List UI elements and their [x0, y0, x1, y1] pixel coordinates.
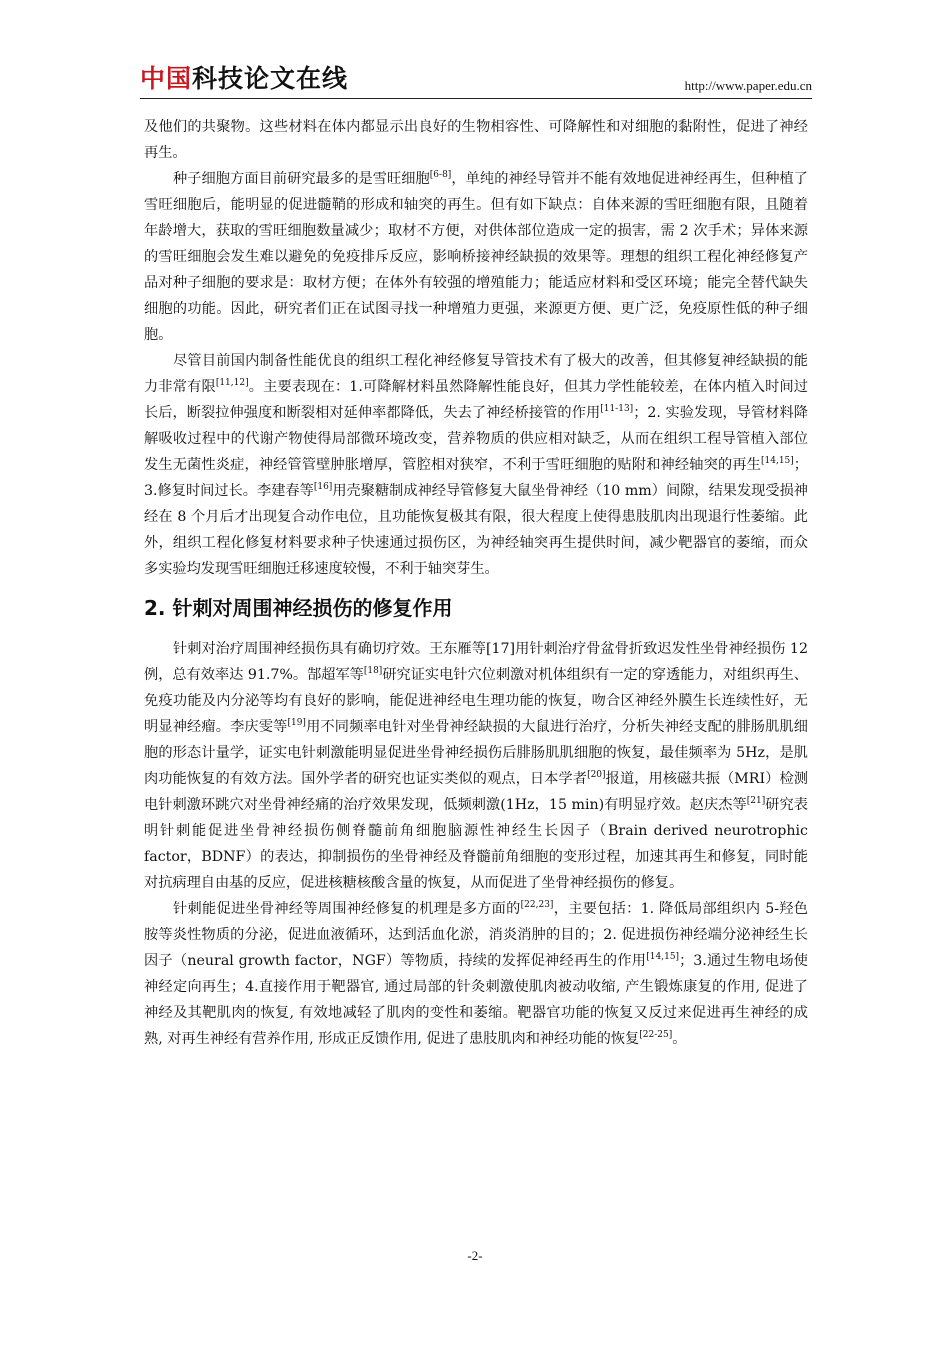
page-header	[140, 62, 812, 98]
text: 。	[672, 1031, 687, 1047]
site-logo	[140, 64, 348, 94]
paragraph-3	[144, 348, 808, 582]
text: 用不同频率电针对坐骨神经缺损的大鼠进行治疗，分析失神经支配的腓肠肌肌细胞的形态计量学，证实电针刺激能明显促进坐骨神经损伤后腓肠肌肌细胞的恢复，最佳频率为 5Hz，是肌肉功能恢复的有效方法。国外学者的研究也证实类似的观点，日本学者	[144, 719, 808, 787]
text: ；3.通过生物电场使神经定向再生；4.直接作用于靶器官, 通过局部的针灸刺激使肌肉被动收缩, 产生锻炼康复的作用, 促进了神经及其靶肌肉的恢复, 有效地减轻了肌肉的变性和萎缩。靶器官功能的恢复又反过来促进再生神经的成熟, 对再生神经有营养作用, 形成正反馈作用, 促进了患肢肌肉和神经功能的恢复	[144, 953, 808, 1047]
logo-red-text: 中国	[140, 64, 193, 93]
citation: [22-25]	[639, 1030, 673, 1040]
text: 报道，用核磁共振（MRI）检测电针刺激环跳穴对坐骨神经痛的治疗效果发现，低频刺激(1Hz，15 min)有明显疗效。赵庆杰等	[144, 771, 808, 813]
site-url: http://www.paper.edu.cn	[684, 78, 812, 93]
text: 针刺对治疗周围神经损伤具有确切疗效。王东雁等[17]用针刺治疗骨盆骨折致迟发性坐骨神经损伤 12 例，总有效率达 91.7%。郜超军等	[144, 641, 808, 683]
text: ；2. 实验发现，导管材料降解吸收过程中的代谢产物使得局部微环境改变，营养物质的供应相对缺乏，从而在组织工程导管植入部位发生无菌性炎症，神经管管壁肿胀增厚，管腔相对狭窄，不利于雪旺细胞的贴附和神经轴突的再生	[144, 405, 808, 473]
citation: [18]	[363, 666, 383, 676]
text: 研究证实电针穴位刺激对机体组织有一定的穿透能力，对组织再生、免疫功能及内分泌等均有良好的影响，能促进神经电生理功能的恢复，吻合区神经外膜生长连续性好，无明显神经瘤。李庆雯等	[144, 667, 808, 735]
paragraph-5	[144, 896, 808, 1052]
text: ，主要包括：1. 降低局部组织内 5-羟色胺等炎性物质的分泌，促进血液循环，达到活血化淤，消炎消肿的目的；2. 促进损伤神经端分泌神经生长因子（neural growth factor，NGF）等物质，持续的发挥促神经再生的作用	[144, 901, 808, 969]
header-rule	[140, 98, 812, 99]
page-number: -2-	[467, 1248, 483, 1263]
citation: [16]	[313, 482, 333, 492]
citation: [14,15]	[646, 952, 680, 962]
citation: [20]	[587, 770, 606, 780]
text: 种子细胞方面目前研究最多的是雪旺细胞	[173, 171, 430, 187]
section-heading: 2. 针刺对周围神经损伤的修复作用	[144, 596, 453, 620]
text: 针刺能促进坐骨神经等周围神经修复的机理是多方面的	[173, 901, 521, 917]
citation: [21]	[746, 796, 766, 806]
text: ，单纯的神经导管并不能有效地促进神经再生，但种植了雪旺细胞后，能明显的促进髓鞘的形成和轴突的再生。但有如下缺点：自体来源的雪旺细胞有限，且随着年龄增大，获取的雪旺细胞数量减少；取材不方便，对供体部位造成一定的损害，需 2 次手术；异体来源的雪旺细胞会发生难以避免的免疫排斥反应，影响桥接神经缺损的效果等。理想的组织工程化神经修复产品对种子细胞的要求是：取材方便；在体外有较强的增殖能力；能适应材料和受区环境；能完全替代缺失细胞的功能。因此，研究者们正在试图寻找一种增殖力更强，来源更方便、更广泛，免疫原性低的种子细胞。	[144, 171, 808, 343]
logo-black-text: 科技论文在线	[192, 64, 349, 93]
text: ；3.修复时间过长。李建春等	[144, 457, 808, 499]
text: 研究表明针刺能促进坐骨神经损伤侧脊髓前角细胞脑源性神经生长因子（Brain derived neurotrophic factor，BDNF）的表达，抑制损伤的坐骨神经及脊髓前角细胞的变形过程，加速其再生和修复，同时能对抗病理自由基的反应，促进核糖核酸含量的恢复，从而促进了坐骨神经损伤的修复。	[144, 797, 808, 891]
citation: [6-8]	[429, 170, 452, 180]
citation: [14,15]	[761, 456, 794, 466]
text: 用壳聚糖制成神经导管修复大鼠坐骨神经（10 mm）间隙，结果发现受损神经在 8 个月后才出现复合动作电位，且功能恢复极其有限，很大程度上使得患肢肌肉出现退行性萎缩。此外，组织工程化修复材料要求种子快速通过损伤区，为神经轴突再生提供时间，减少靶器官的萎缩，而众多实验均发现雪旺细胞迁移速度较慢，不利于轴突芽生。	[144, 483, 808, 577]
citation: [19]	[287, 718, 306, 728]
paragraph-4	[144, 636, 808, 896]
paragraph-1	[144, 114, 808, 166]
citation: [11-13]	[600, 404, 634, 414]
text: 。主要表现在：1.可降解材料虽然降解性能良好，但其力学性能较差，在体内植入时间过长后，断裂拉伸强度和断裂相对延伸率都降低，失去了神经桥接管的作用	[144, 379, 808, 421]
paragraph-2	[144, 166, 808, 348]
article-body	[144, 114, 808, 1052]
text: 及他们的共聚物。这些材料在体内都显示出良好的生物相容性、可降解性和对细胞的黏附性，促进了神经再生。	[144, 119, 808, 161]
citation: [11,12]	[215, 378, 249, 388]
text: 尽管目前国内制备性能优良的组织工程化神经修复导管技术有了极大的改善，但其修复神经缺损的能力非常有限	[144, 353, 808, 395]
citation: [22,23]	[520, 900, 554, 910]
